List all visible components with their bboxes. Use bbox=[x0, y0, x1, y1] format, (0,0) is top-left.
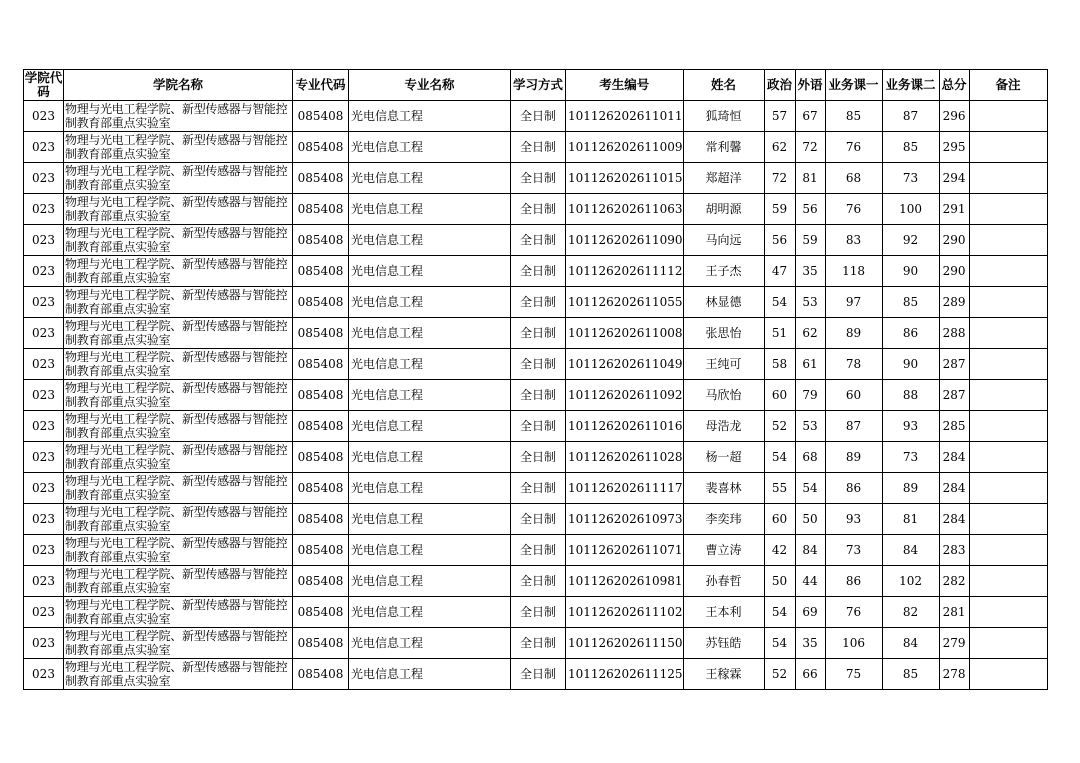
cell-exam-no: 101126202611049 bbox=[566, 349, 684, 380]
cell-foreign-lang: 66 bbox=[795, 659, 825, 690]
cell-college-name: 物理与光电工程学院、新型传感器与智能控制教育部重点实验室 bbox=[64, 473, 293, 504]
cell-foreign-lang: 59 bbox=[795, 225, 825, 256]
cell-major-name: 光电信息工程 bbox=[349, 597, 511, 628]
cell-major-code: 085408 bbox=[293, 194, 349, 225]
cell-foreign-lang: 68 bbox=[795, 442, 825, 473]
cell-politics: 58 bbox=[764, 349, 795, 380]
cell-major-code: 085408 bbox=[293, 411, 349, 442]
cell-course2: 82 bbox=[882, 597, 939, 628]
cell-foreign-lang: 62 bbox=[795, 318, 825, 349]
cell-politics: 60 bbox=[764, 380, 795, 411]
cell-course1: 60 bbox=[825, 380, 882, 411]
cell-major-code: 085408 bbox=[293, 628, 349, 659]
cell-course2: 88 bbox=[882, 380, 939, 411]
table-row bbox=[24, 597, 1048, 628]
cell-major-code: 085408 bbox=[293, 535, 349, 566]
cell-foreign-lang: 50 bbox=[795, 504, 825, 535]
cell-exam-no: 101126202611071 bbox=[566, 535, 684, 566]
cell-major-name: 光电信息工程 bbox=[349, 287, 511, 318]
cell-exam-no: 101126202611055 bbox=[566, 287, 684, 318]
table-row bbox=[24, 380, 1048, 411]
table-row bbox=[24, 566, 1048, 597]
cell-study-mode: 全日制 bbox=[511, 101, 566, 132]
cell-name: 张思怡 bbox=[683, 318, 764, 349]
cell-major-name: 光电信息工程 bbox=[349, 411, 511, 442]
cell-exam-no: 101126202611125 bbox=[566, 659, 684, 690]
cell-major-name: 光电信息工程 bbox=[349, 380, 511, 411]
cell-foreign-lang: 61 bbox=[795, 349, 825, 380]
cell-course2: 93 bbox=[882, 411, 939, 442]
cell-major-code: 085408 bbox=[293, 256, 349, 287]
cell-course2: 84 bbox=[882, 535, 939, 566]
cell-major-name: 光电信息工程 bbox=[349, 194, 511, 225]
header-row bbox=[24, 70, 1048, 101]
cell-major-name: 光电信息工程 bbox=[349, 504, 511, 535]
cell-politics: 54 bbox=[764, 597, 795, 628]
cell-politics: 51 bbox=[764, 318, 795, 349]
cell-course1: 89 bbox=[825, 318, 882, 349]
cell-major-code: 085408 bbox=[293, 163, 349, 194]
cell-remarks bbox=[969, 225, 1047, 256]
cell-college-code: 023 bbox=[24, 442, 64, 473]
cell-name: 常利馨 bbox=[683, 132, 764, 163]
cell-remarks bbox=[969, 194, 1047, 225]
cell-exam-no: 101126202611102 bbox=[566, 597, 684, 628]
cell-foreign-lang: 53 bbox=[795, 411, 825, 442]
cell-name: 曹立涛 bbox=[683, 535, 764, 566]
cell-major-code: 085408 bbox=[293, 442, 349, 473]
cell-total: 294 bbox=[939, 163, 969, 194]
cell-study-mode: 全日制 bbox=[511, 225, 566, 256]
table-row bbox=[24, 163, 1048, 194]
cell-major-code: 085408 bbox=[293, 132, 349, 163]
admission-score-table bbox=[23, 69, 1048, 690]
cell-total: 290 bbox=[939, 225, 969, 256]
cell-course2: 73 bbox=[882, 442, 939, 473]
cell-politics: 62 bbox=[764, 132, 795, 163]
cell-name: 杨一超 bbox=[683, 442, 764, 473]
cell-college-code: 023 bbox=[24, 504, 64, 535]
cell-politics: 59 bbox=[764, 194, 795, 225]
cell-study-mode: 全日制 bbox=[511, 442, 566, 473]
cell-major-name: 光电信息工程 bbox=[349, 535, 511, 566]
cell-college-name: 物理与光电工程学院、新型传感器与智能控制教育部重点实验室 bbox=[64, 132, 293, 163]
cell-politics: 47 bbox=[764, 256, 795, 287]
cell-course1: 76 bbox=[825, 132, 882, 163]
cell-college-name: 物理与光电工程学院、新型传感器与智能控制教育部重点实验室 bbox=[64, 225, 293, 256]
cell-college-name: 物理与光电工程学院、新型传感器与智能控制教育部重点实验室 bbox=[64, 318, 293, 349]
cell-college-name: 物理与光电工程学院、新型传感器与智能控制教育部重点实验室 bbox=[64, 380, 293, 411]
cell-major-name: 光电信息工程 bbox=[349, 628, 511, 659]
cell-course1: 76 bbox=[825, 597, 882, 628]
cell-major-name: 光电信息工程 bbox=[349, 225, 511, 256]
header-foreign-lang: 外语 bbox=[795, 70, 825, 101]
cell-course2: 87 bbox=[882, 101, 939, 132]
cell-college-code: 023 bbox=[24, 411, 64, 442]
cell-name: 裴喜林 bbox=[683, 473, 764, 504]
cell-politics: 50 bbox=[764, 566, 795, 597]
cell-total: 284 bbox=[939, 473, 969, 504]
cell-politics: 42 bbox=[764, 535, 795, 566]
cell-major-name: 光电信息工程 bbox=[349, 442, 511, 473]
cell-major-code: 085408 bbox=[293, 225, 349, 256]
cell-study-mode: 全日制 bbox=[511, 256, 566, 287]
cell-remarks bbox=[969, 256, 1047, 287]
cell-politics: 54 bbox=[764, 442, 795, 473]
cell-politics: 60 bbox=[764, 504, 795, 535]
cell-college-code: 023 bbox=[24, 194, 64, 225]
cell-course1: 97 bbox=[825, 287, 882, 318]
cell-course1: 86 bbox=[825, 473, 882, 504]
table-row bbox=[24, 318, 1048, 349]
cell-study-mode: 全日制 bbox=[511, 566, 566, 597]
cell-exam-no: 101126202611090 bbox=[566, 225, 684, 256]
table-row bbox=[24, 225, 1048, 256]
cell-college-code: 023 bbox=[24, 535, 64, 566]
cell-major-code: 085408 bbox=[293, 473, 349, 504]
cell-college-code: 023 bbox=[24, 380, 64, 411]
cell-exam-no: 101126202611028 bbox=[566, 442, 684, 473]
table-row bbox=[24, 287, 1048, 318]
cell-name: 王本利 bbox=[683, 597, 764, 628]
header-remarks: 备注 bbox=[969, 70, 1047, 101]
cell-college-code: 023 bbox=[24, 349, 64, 380]
cell-total: 290 bbox=[939, 256, 969, 287]
cell-course1: 76 bbox=[825, 194, 882, 225]
table-row bbox=[24, 628, 1048, 659]
cell-course2: 90 bbox=[882, 349, 939, 380]
cell-politics: 55 bbox=[764, 473, 795, 504]
cell-college-code: 023 bbox=[24, 628, 64, 659]
cell-foreign-lang: 79 bbox=[795, 380, 825, 411]
cell-remarks bbox=[969, 628, 1047, 659]
cell-exam-no: 101126202611150 bbox=[566, 628, 684, 659]
cell-major-name: 光电信息工程 bbox=[349, 659, 511, 690]
header-total: 总分 bbox=[939, 70, 969, 101]
cell-exam-no: 101126202611008 bbox=[566, 318, 684, 349]
table-header bbox=[24, 70, 1048, 101]
cell-course2: 92 bbox=[882, 225, 939, 256]
cell-remarks bbox=[969, 318, 1047, 349]
cell-study-mode: 全日制 bbox=[511, 659, 566, 690]
cell-study-mode: 全日制 bbox=[511, 318, 566, 349]
cell-college-name: 物理与光电工程学院、新型传感器与智能控制教育部重点实验室 bbox=[64, 628, 293, 659]
cell-name: 王纯可 bbox=[683, 349, 764, 380]
cell-course2: 89 bbox=[882, 473, 939, 504]
cell-major-code: 085408 bbox=[293, 318, 349, 349]
cell-major-code: 085408 bbox=[293, 597, 349, 628]
cell-college-name: 物理与光电工程学院、新型传感器与智能控制教育部重点实验室 bbox=[64, 349, 293, 380]
cell-exam-no: 101126202610973 bbox=[566, 504, 684, 535]
cell-foreign-lang: 72 bbox=[795, 132, 825, 163]
cell-major-name: 光电信息工程 bbox=[349, 132, 511, 163]
cell-name: 林显德 bbox=[683, 287, 764, 318]
cell-college-name: 物理与光电工程学院、新型传感器与智能控制教育部重点实验室 bbox=[64, 163, 293, 194]
table-row bbox=[24, 132, 1048, 163]
cell-course1: 83 bbox=[825, 225, 882, 256]
cell-course1: 86 bbox=[825, 566, 882, 597]
cell-foreign-lang: 81 bbox=[795, 163, 825, 194]
cell-foreign-lang: 56 bbox=[795, 194, 825, 225]
cell-name: 母浩龙 bbox=[683, 411, 764, 442]
cell-politics: 72 bbox=[764, 163, 795, 194]
cell-foreign-lang: 67 bbox=[795, 101, 825, 132]
cell-remarks bbox=[969, 380, 1047, 411]
header-college-name: 学院名称 bbox=[64, 70, 293, 101]
table-row bbox=[24, 659, 1048, 690]
cell-foreign-lang: 84 bbox=[795, 535, 825, 566]
cell-course2: 73 bbox=[882, 163, 939, 194]
cell-study-mode: 全日制 bbox=[511, 349, 566, 380]
cell-course2: 102 bbox=[882, 566, 939, 597]
cell-study-mode: 全日制 bbox=[511, 597, 566, 628]
cell-college-code: 023 bbox=[24, 473, 64, 504]
cell-college-name: 物理与光电工程学院、新型传感器与智能控制教育部重点实验室 bbox=[64, 411, 293, 442]
table-row bbox=[24, 504, 1048, 535]
cell-study-mode: 全日制 bbox=[511, 504, 566, 535]
cell-exam-no: 101126202611117 bbox=[566, 473, 684, 504]
cell-study-mode: 全日制 bbox=[511, 628, 566, 659]
cell-foreign-lang: 44 bbox=[795, 566, 825, 597]
cell-major-name: 光电信息工程 bbox=[349, 566, 511, 597]
cell-study-mode: 全日制 bbox=[511, 535, 566, 566]
cell-course2: 85 bbox=[882, 659, 939, 690]
cell-foreign-lang: 69 bbox=[795, 597, 825, 628]
cell-total: 284 bbox=[939, 504, 969, 535]
table-row bbox=[24, 442, 1048, 473]
cell-college-name: 物理与光电工程学院、新型传感器与智能控制教育部重点实验室 bbox=[64, 101, 293, 132]
header-name: 姓名 bbox=[683, 70, 764, 101]
cell-course1: 106 bbox=[825, 628, 882, 659]
header-major-name: 专业名称 bbox=[349, 70, 511, 101]
cell-study-mode: 全日制 bbox=[511, 287, 566, 318]
cell-major-code: 085408 bbox=[293, 504, 349, 535]
cell-foreign-lang: 35 bbox=[795, 628, 825, 659]
cell-major-code: 085408 bbox=[293, 349, 349, 380]
cell-college-code: 023 bbox=[24, 163, 64, 194]
cell-college-name: 物理与光电工程学院、新型传感器与智能控制教育部重点实验室 bbox=[64, 442, 293, 473]
cell-total: 282 bbox=[939, 566, 969, 597]
cell-foreign-lang: 53 bbox=[795, 287, 825, 318]
cell-course1: 87 bbox=[825, 411, 882, 442]
cell-exam-no: 101126202611112 bbox=[566, 256, 684, 287]
cell-total: 287 bbox=[939, 349, 969, 380]
cell-major-name: 光电信息工程 bbox=[349, 318, 511, 349]
cell-politics: 54 bbox=[764, 287, 795, 318]
cell-college-name: 物理与光电工程学院、新型传感器与智能控制教育部重点实验室 bbox=[64, 659, 293, 690]
cell-exam-no: 101126202611015 bbox=[566, 163, 684, 194]
cell-college-code: 023 bbox=[24, 659, 64, 690]
cell-name: 王稼霖 bbox=[683, 659, 764, 690]
cell-college-code: 023 bbox=[24, 287, 64, 318]
cell-total: 288 bbox=[939, 318, 969, 349]
cell-foreign-lang: 35 bbox=[795, 256, 825, 287]
header-exam-no: 考生编号 bbox=[566, 70, 684, 101]
cell-college-name: 物理与光电工程学院、新型传感器与智能控制教育部重点实验室 bbox=[64, 194, 293, 225]
cell-total: 279 bbox=[939, 628, 969, 659]
cell-major-name: 光电信息工程 bbox=[349, 101, 511, 132]
cell-college-code: 023 bbox=[24, 566, 64, 597]
cell-course1: 93 bbox=[825, 504, 882, 535]
cell-college-name: 物理与光电工程学院、新型传感器与智能控制教育部重点实验室 bbox=[64, 504, 293, 535]
cell-exam-no: 101126202610981 bbox=[566, 566, 684, 597]
cell-exam-no: 101126202611063 bbox=[566, 194, 684, 225]
cell-study-mode: 全日制 bbox=[511, 194, 566, 225]
cell-major-code: 085408 bbox=[293, 659, 349, 690]
cell-college-code: 023 bbox=[24, 101, 64, 132]
cell-name: 胡明源 bbox=[683, 194, 764, 225]
table-row bbox=[24, 194, 1048, 225]
cell-college-name: 物理与光电工程学院、新型传感器与智能控制教育部重点实验室 bbox=[64, 566, 293, 597]
cell-major-code: 085408 bbox=[293, 101, 349, 132]
table-row bbox=[24, 411, 1048, 442]
header-study-mode: 学习方式 bbox=[511, 70, 566, 101]
cell-course2: 81 bbox=[882, 504, 939, 535]
cell-exam-no: 101126202611009 bbox=[566, 132, 684, 163]
cell-remarks bbox=[969, 597, 1047, 628]
cell-remarks bbox=[969, 659, 1047, 690]
cell-name: 苏钰皓 bbox=[683, 628, 764, 659]
cell-exam-no: 101126202611092 bbox=[566, 380, 684, 411]
cell-college-code: 023 bbox=[24, 318, 64, 349]
cell-remarks bbox=[969, 473, 1047, 504]
table-row bbox=[24, 256, 1048, 287]
cell-remarks bbox=[969, 101, 1047, 132]
table-body bbox=[24, 101, 1048, 690]
cell-major-name: 光电信息工程 bbox=[349, 256, 511, 287]
cell-name: 李奕玮 bbox=[683, 504, 764, 535]
cell-course1: 85 bbox=[825, 101, 882, 132]
header-college-code: 学院代码 bbox=[24, 70, 63, 99]
cell-course2: 85 bbox=[882, 287, 939, 318]
cell-college-name: 物理与光电工程学院、新型传感器与智能控制教育部重点实验室 bbox=[64, 535, 293, 566]
cell-politics: 57 bbox=[764, 101, 795, 132]
table-row bbox=[24, 535, 1048, 566]
cell-total: 296 bbox=[939, 101, 969, 132]
cell-politics: 56 bbox=[764, 225, 795, 256]
cell-course2: 86 bbox=[882, 318, 939, 349]
cell-remarks bbox=[969, 163, 1047, 194]
header-course2: 业务课二 bbox=[882, 70, 939, 101]
cell-name: 狐琦恒 bbox=[683, 101, 764, 132]
cell-study-mode: 全日制 bbox=[511, 411, 566, 442]
cell-remarks bbox=[969, 504, 1047, 535]
cell-course2: 85 bbox=[882, 132, 939, 163]
cell-course1: 78 bbox=[825, 349, 882, 380]
cell-remarks bbox=[969, 349, 1047, 380]
cell-course2: 100 bbox=[882, 194, 939, 225]
cell-total: 278 bbox=[939, 659, 969, 690]
header-politics: 政治 bbox=[764, 70, 795, 101]
header-course1: 业务课一 bbox=[825, 70, 882, 101]
cell-study-mode: 全日制 bbox=[511, 163, 566, 194]
cell-major-code: 085408 bbox=[293, 566, 349, 597]
cell-remarks bbox=[969, 566, 1047, 597]
cell-total: 285 bbox=[939, 411, 969, 442]
cell-total: 281 bbox=[939, 597, 969, 628]
cell-exam-no: 101126202611011 bbox=[566, 101, 684, 132]
cell-study-mode: 全日制 bbox=[511, 473, 566, 504]
cell-college-code: 023 bbox=[24, 132, 64, 163]
cell-major-code: 085408 bbox=[293, 287, 349, 318]
cell-remarks bbox=[969, 287, 1047, 318]
cell-remarks bbox=[969, 132, 1047, 163]
cell-remarks bbox=[969, 411, 1047, 442]
cell-name: 王子杰 bbox=[683, 256, 764, 287]
cell-study-mode: 全日制 bbox=[511, 132, 566, 163]
cell-course1: 75 bbox=[825, 659, 882, 690]
table-row bbox=[24, 349, 1048, 380]
cell-course1: 73 bbox=[825, 535, 882, 566]
cell-course1: 68 bbox=[825, 163, 882, 194]
cell-course1: 89 bbox=[825, 442, 882, 473]
cell-total: 289 bbox=[939, 287, 969, 318]
cell-total: 284 bbox=[939, 442, 969, 473]
cell-politics: 52 bbox=[764, 659, 795, 690]
table-row bbox=[24, 473, 1048, 504]
cell-politics: 54 bbox=[764, 628, 795, 659]
cell-exam-no: 101126202611016 bbox=[566, 411, 684, 442]
cell-major-code: 085408 bbox=[293, 380, 349, 411]
cell-total: 283 bbox=[939, 535, 969, 566]
cell-college-code: 023 bbox=[24, 597, 64, 628]
cell-course2: 84 bbox=[882, 628, 939, 659]
cell-politics: 52 bbox=[764, 411, 795, 442]
cell-remarks bbox=[969, 442, 1047, 473]
cell-total: 291 bbox=[939, 194, 969, 225]
cell-remarks bbox=[969, 535, 1047, 566]
cell-major-name: 光电信息工程 bbox=[349, 349, 511, 380]
cell-foreign-lang: 54 bbox=[795, 473, 825, 504]
cell-total: 295 bbox=[939, 132, 969, 163]
cell-name: 郑超洋 bbox=[683, 163, 764, 194]
cell-college-code: 023 bbox=[24, 256, 64, 287]
table-row bbox=[24, 101, 1048, 132]
cell-name: 马向远 bbox=[683, 225, 764, 256]
cell-college-code: 023 bbox=[24, 225, 64, 256]
cell-major-name: 光电信息工程 bbox=[349, 163, 511, 194]
cell-college-name: 物理与光电工程学院、新型传感器与智能控制教育部重点实验室 bbox=[64, 287, 293, 318]
cell-major-name: 光电信息工程 bbox=[349, 473, 511, 504]
cell-study-mode: 全日制 bbox=[511, 380, 566, 411]
header-major-code: 专业代码 bbox=[293, 70, 349, 101]
cell-name: 孙春哲 bbox=[683, 566, 764, 597]
cell-course2: 90 bbox=[882, 256, 939, 287]
cell-name: 马欣怡 bbox=[683, 380, 764, 411]
cell-college-name: 物理与光电工程学院、新型传感器与智能控制教育部重点实验室 bbox=[64, 597, 293, 628]
cell-total: 287 bbox=[939, 380, 969, 411]
cell-college-name: 物理与光电工程学院、新型传感器与智能控制教育部重点实验室 bbox=[64, 256, 293, 287]
cell-course1: 118 bbox=[825, 256, 882, 287]
